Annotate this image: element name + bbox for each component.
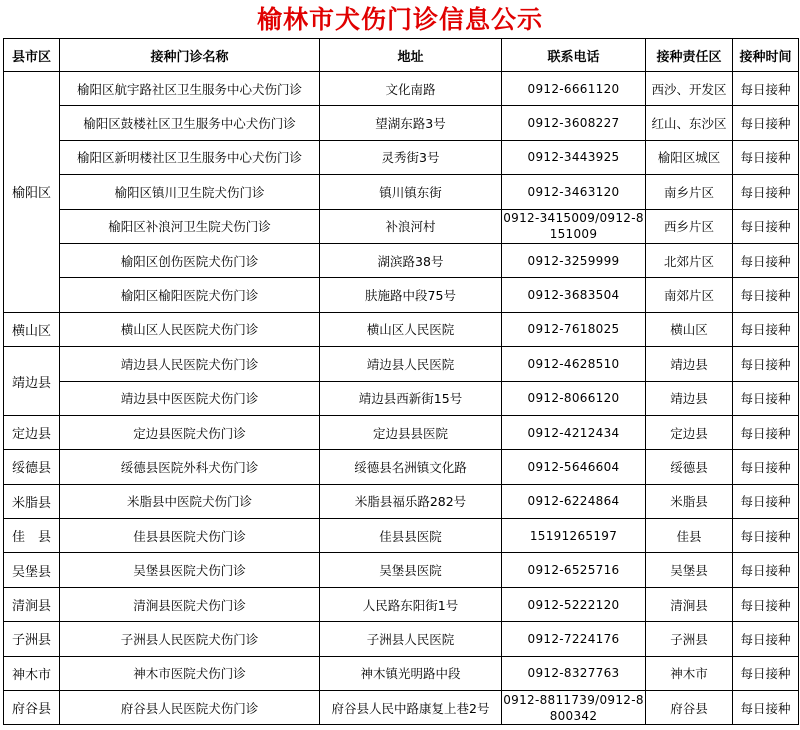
table-row [4, 106, 799, 140]
table-row [4, 209, 799, 243]
zone-cell: 榆阳区城区 [646, 140, 733, 174]
zone-cell: 府谷县 [646, 691, 733, 725]
table-row [4, 347, 799, 381]
phone-cell: 0912-3259999 [502, 243, 646, 277]
phone-cell: 0912-3683504 [502, 278, 646, 312]
clinic-name-cell: 清涧县医院犬伤门诊 [60, 587, 320, 621]
phone-cell: 0912-6661120 [502, 72, 646, 106]
clinic-name-cell: 米脂县中医院犬伤门诊 [60, 484, 320, 518]
time-cell: 每日接种 [733, 691, 799, 725]
zone-cell: 靖边县 [646, 347, 733, 381]
clinic-name-cell: 府谷县人民医院犬伤门诊 [60, 691, 320, 725]
clinic-name-cell: 榆阳区创伤医院犬伤门诊 [60, 243, 320, 277]
table-body [4, 72, 799, 725]
phone-cell: 0912-7224176 [502, 622, 646, 656]
address-cell: 横山区人民医院 [320, 312, 502, 346]
time-cell: 每日接种 [733, 347, 799, 381]
address-cell: 湖滨路38号 [320, 243, 502, 277]
address-cell: 肤施路中段75号 [320, 278, 502, 312]
zone-cell: 西沙、开发区 [646, 72, 733, 106]
time-cell: 每日接种 [733, 656, 799, 690]
phone-cell: 0912-3443925 [502, 140, 646, 174]
zone-cell: 佳县 [646, 519, 733, 553]
table-row [4, 656, 799, 690]
phone-cell: 0912-8811739/0912-8800342 [502, 691, 646, 725]
address-cell: 人民路东阳街1号 [320, 587, 502, 621]
page-title: 榆林市犬伤门诊信息公示 [256, 5, 543, 34]
county-cell: 神木市 [4, 656, 60, 690]
county-cell: 靖边县 [4, 347, 60, 416]
phone-cell: 0912-8327763 [502, 656, 646, 690]
clinic-table [3, 38, 799, 725]
county-cell: 绥德县 [4, 450, 60, 484]
table-row [4, 72, 799, 106]
phone-cell: 0912-6224864 [502, 484, 646, 518]
county-cell: 横山区 [4, 312, 60, 346]
clinic-name-cell: 榆阳区补浪河卫生院犬伤门诊 [60, 209, 320, 243]
time-cell: 每日接种 [733, 484, 799, 518]
county-cell: 府谷县 [4, 691, 60, 725]
address-cell: 米脂县福乐路282号 [320, 484, 502, 518]
table-row [4, 553, 799, 587]
time-cell: 每日接种 [733, 243, 799, 277]
county-cell: 清涧县 [4, 587, 60, 621]
county-cell: 米脂县 [4, 484, 60, 518]
clinic-name-cell: 榆阳区鼓楼社区卫生服务中心犬伤门诊 [60, 106, 320, 140]
zone-cell: 西乡片区 [646, 209, 733, 243]
zone-cell: 清涧县 [646, 587, 733, 621]
zone-cell: 绥德县 [646, 450, 733, 484]
table-row [4, 312, 799, 346]
time-cell: 每日接种 [733, 519, 799, 553]
zone-cell: 米脂县 [646, 484, 733, 518]
phone-cell: 0912-3608227 [502, 106, 646, 140]
phone-cell: 0912-7618025 [502, 312, 646, 346]
header-time: 接种时间 [733, 39, 799, 72]
address-cell: 佳县县医院 [320, 519, 502, 553]
phone-cell: 0912-5222120 [502, 587, 646, 621]
time-cell: 每日接种 [733, 415, 799, 449]
header-phone: 联系电话 [502, 39, 646, 72]
header-address: 地址 [320, 39, 502, 72]
phone-cell: 15191265197 [502, 519, 646, 553]
phone-cell: 0912-5646604 [502, 450, 646, 484]
table-row [4, 278, 799, 312]
time-cell: 每日接种 [733, 278, 799, 312]
county-cell: 吴堡县 [4, 553, 60, 587]
table-row [4, 381, 799, 415]
zone-cell: 神木市 [646, 656, 733, 690]
header-clinic: 接种门诊名称 [60, 39, 320, 72]
phone-cell: 0912-3415009/0912-8151009 [502, 209, 646, 243]
time-cell: 每日接种 [733, 381, 799, 415]
time-cell: 每日接种 [733, 209, 799, 243]
zone-cell: 北郊片区 [646, 243, 733, 277]
table-row [4, 243, 799, 277]
zone-cell: 横山区 [646, 312, 733, 346]
zone-cell: 子洲县 [646, 622, 733, 656]
clinic-name-cell: 子洲县人民医院犬伤门诊 [60, 622, 320, 656]
phone-cell: 0912-3463120 [502, 175, 646, 209]
table-row [4, 415, 799, 449]
zone-cell: 南乡片区 [646, 175, 733, 209]
address-cell: 定边县县医院 [320, 415, 502, 449]
time-cell: 每日接种 [733, 106, 799, 140]
address-cell: 靖边县人民医院 [320, 347, 502, 381]
address-cell: 神木镇光明路中段 [320, 656, 502, 690]
header-county: 县市区 [4, 39, 60, 72]
county-cell: 子洲县 [4, 622, 60, 656]
clinic-name-cell: 佳县县医院犬伤门诊 [60, 519, 320, 553]
time-cell: 每日接种 [733, 587, 799, 621]
time-cell: 每日接种 [733, 553, 799, 587]
zone-cell: 定边县 [646, 415, 733, 449]
phone-cell: 0912-8066120 [502, 381, 646, 415]
time-cell: 每日接种 [733, 312, 799, 346]
table-row [4, 519, 799, 553]
time-cell: 每日接种 [733, 72, 799, 106]
phone-cell: 0912-6525716 [502, 553, 646, 587]
clinic-name-cell: 榆阳区新明楼社区卫生服务中心犬伤门诊 [60, 140, 320, 174]
clinic-name-cell: 榆阳区榆阳医院犬伤门诊 [60, 278, 320, 312]
clinic-name-cell: 神木市医院犬伤门诊 [60, 656, 320, 690]
table-row [4, 175, 799, 209]
zone-cell: 红山、东沙区 [646, 106, 733, 140]
time-cell: 每日接种 [733, 622, 799, 656]
address-cell: 镇川镇东街 [320, 175, 502, 209]
phone-cell: 0912-4212434 [502, 415, 646, 449]
clinic-name-cell: 靖边县中医医院犬伤门诊 [60, 381, 320, 415]
address-cell: 望湖东路3号 [320, 106, 502, 140]
time-cell: 每日接种 [733, 140, 799, 174]
phone-cell: 0912-4628510 [502, 347, 646, 381]
county-cell: 佳 县 [4, 519, 60, 553]
table-row [4, 691, 799, 725]
zone-cell: 南郊片区 [646, 278, 733, 312]
header-zone: 接种责任区 [646, 39, 733, 72]
address-cell: 补浪河村 [320, 209, 502, 243]
address-cell: 府谷县人民中路康复上巷2号 [320, 691, 502, 725]
clinic-name-cell: 榆阳区航宇路社区卫生服务中心犬伤门诊 [60, 72, 320, 106]
table-row [4, 622, 799, 656]
clinic-name-cell: 靖边县人民医院犬伤门诊 [60, 347, 320, 381]
clinic-name-cell: 横山区人民医院犬伤门诊 [60, 312, 320, 346]
address-cell: 绥德县名洲镇文化路 [320, 450, 502, 484]
time-cell: 每日接种 [733, 450, 799, 484]
address-cell: 子洲县人民医院 [320, 622, 502, 656]
table-row [4, 450, 799, 484]
address-cell: 吴堡县医院 [320, 553, 502, 587]
clinic-name-cell: 定边县医院犬伤门诊 [60, 415, 320, 449]
zone-cell: 靖边县 [646, 381, 733, 415]
address-cell: 靖边县西新街15号 [320, 381, 502, 415]
table-row [4, 587, 799, 621]
clinic-name-cell: 绥德县医院外科犬伤门诊 [60, 450, 320, 484]
county-cell: 榆阳区 [4, 72, 60, 313]
table-row [4, 484, 799, 518]
clinic-name-cell: 吴堡县医院犬伤门诊 [60, 553, 320, 587]
table-row [4, 140, 799, 174]
clinic-name-cell: 榆阳区镇川卫生院犬伤门诊 [60, 175, 320, 209]
time-cell: 每日接种 [733, 175, 799, 209]
county-cell: 定边县 [4, 415, 60, 449]
address-cell: 灵秀街3号 [320, 140, 502, 174]
address-cell: 文化南路 [320, 72, 502, 106]
table-header-row [4, 39, 799, 72]
zone-cell: 吴堡县 [646, 553, 733, 587]
